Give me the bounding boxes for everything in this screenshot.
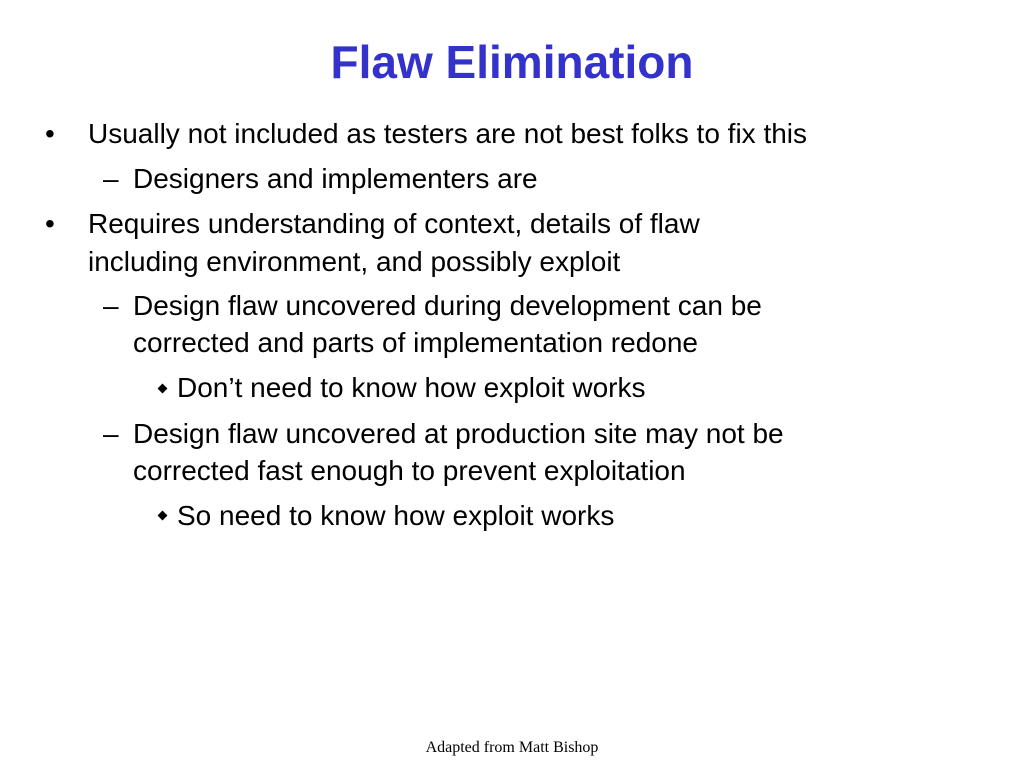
bullet-marker: • xyxy=(45,208,55,239)
sub-bullet-text: Designers and implementers are xyxy=(133,163,538,194)
bullet-text-continuation: including environment, and possibly exploit xyxy=(88,246,621,277)
bullet-marker: • xyxy=(45,118,55,149)
dash-marker: – xyxy=(103,290,119,321)
bullet-text: Requires understanding of context, details of flaw xyxy=(88,208,700,239)
sub-sub-bullet-text: Don’t need to know how exploit works xyxy=(177,372,646,403)
bullet-text: Usually not included as testers are not best folks to fix this xyxy=(88,118,808,149)
sub-bullet-text-continuation: corrected fast enough to prevent exploitation xyxy=(133,455,686,486)
diamond-bullet-icon xyxy=(158,511,168,521)
dash-marker: – xyxy=(103,418,119,449)
sub-bullet-text: Design flaw uncovered during development can be xyxy=(133,290,762,321)
slide-footer: Adapted from Matt Bishop xyxy=(425,739,599,756)
dash-marker: – xyxy=(103,163,119,194)
slide-title: Flaw Elimination xyxy=(330,36,694,88)
sub-sub-bullet-text: So need to know how exploit works xyxy=(177,500,615,531)
sub-bullet-text: Design flaw uncovered at production site may not be xyxy=(133,418,784,449)
sub-bullet-text-continuation: corrected and parts of implementation redone xyxy=(133,327,698,358)
diamond-bullet-icon xyxy=(158,384,168,394)
